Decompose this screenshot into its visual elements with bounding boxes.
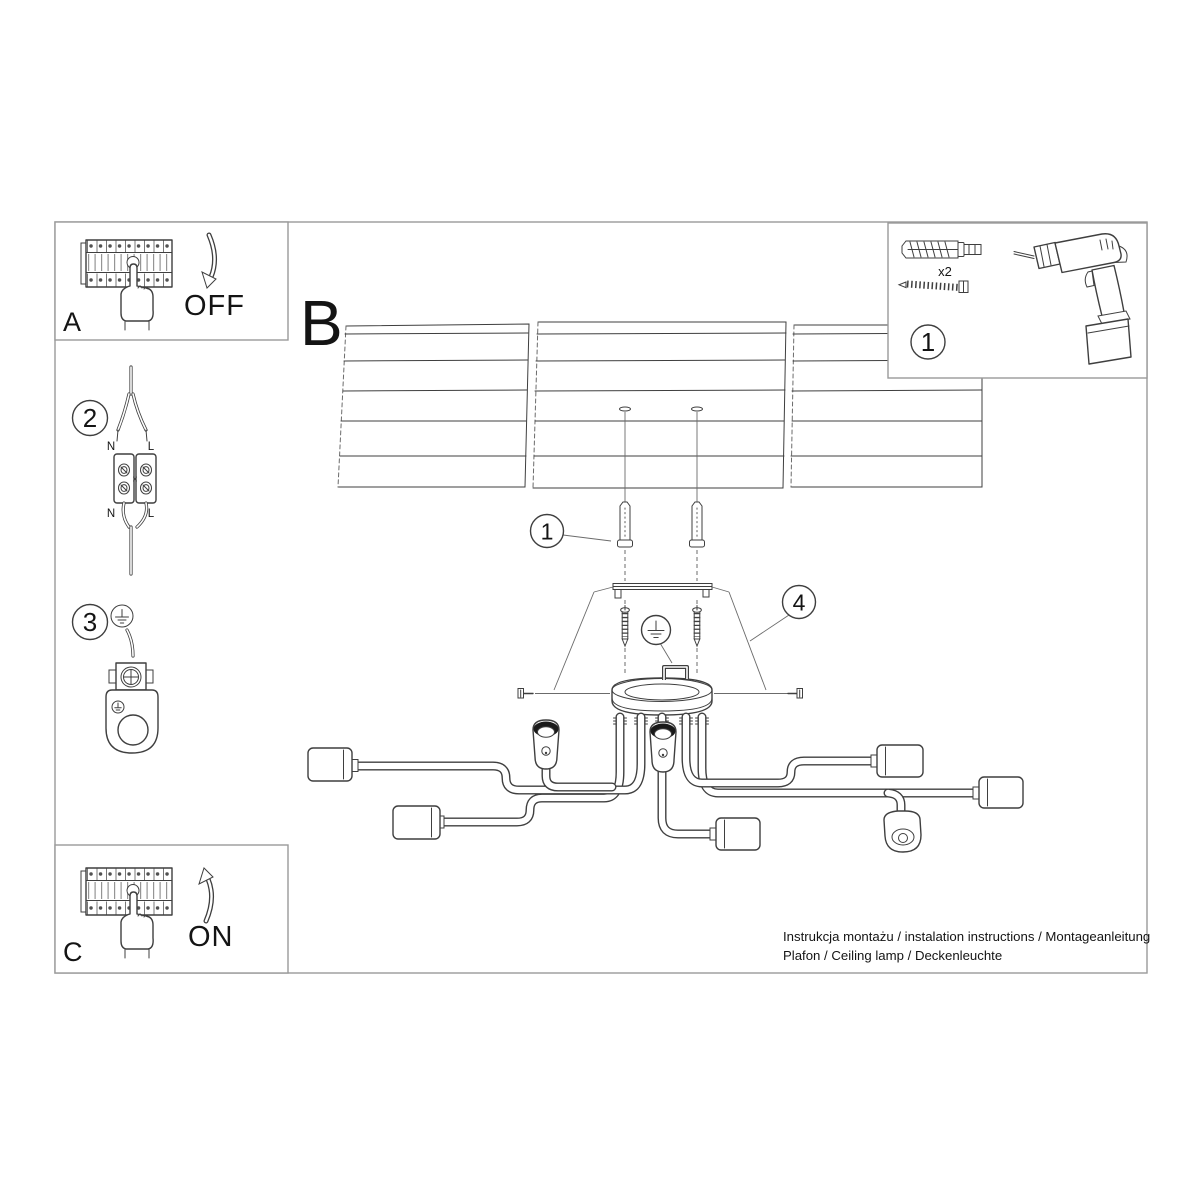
- side-screw-icon: [788, 689, 803, 699]
- panel-a-label: A: [63, 307, 82, 337]
- mounting-screw: [621, 606, 630, 647]
- screw-quantity: x2: [938, 264, 952, 279]
- step-3-number: 3: [82, 607, 98, 637]
- label-neutral-top: N: [106, 441, 116, 453]
- ceiling-hole: [620, 407, 631, 411]
- callout-anchor: [531, 515, 612, 548]
- label-neutral-bottom: N: [106, 508, 116, 520]
- breaker-panel-icon: [81, 240, 172, 287]
- label-live-top: L: [147, 441, 155, 453]
- callout-anchor-number: 1: [540, 518, 554, 545]
- footer-line-2: Plafon / Ceiling lamp / Deckenleuchte: [783, 948, 1003, 963]
- callout-canopy-number: 4: [792, 589, 806, 616]
- socket-shade: [308, 748, 352, 781]
- socket-shade: [393, 806, 440, 839]
- ceiling-planks: [338, 322, 982, 488]
- wiring-step-diagram: [73, 367, 157, 574]
- on-label: ON: [188, 921, 234, 953]
- ground-step-diagram: [73, 605, 159, 754]
- mounting-bracket: [613, 584, 712, 599]
- socket-shade: [979, 777, 1023, 808]
- canopy: [612, 667, 712, 715]
- lamp-arm: [686, 717, 879, 783]
- off-label: OFF: [184, 290, 245, 322]
- ceiling-hole: [692, 407, 703, 411]
- socket-shade: [716, 818, 760, 850]
- step-2-number: 2: [82, 403, 98, 433]
- earth-terminal-icon: [106, 663, 158, 753]
- kit-box: [888, 223, 1147, 378]
- footer-text: [783, 929, 1150, 963]
- ground-symbol-callout: [642, 616, 673, 664]
- terminal-block-icon: [114, 454, 156, 503]
- footer-line-1: Instrukcja montażu / instalation instructions / Montageanleitung: [783, 929, 1151, 944]
- cable-splice-icon: [117, 367, 147, 441]
- switch-off-panel: [55, 222, 288, 340]
- wall-plug-anchor: [618, 502, 633, 547]
- wall-plug-anchor: [690, 502, 705, 547]
- socket-bottom-view: [884, 811, 921, 852]
- section-label: B: [300, 287, 343, 359]
- cable-merge-icon: [123, 503, 146, 574]
- kit-number: 1: [920, 327, 936, 357]
- lamp-arm: [350, 717, 641, 790]
- breaker-panel-icon: [81, 868, 172, 915]
- panel-c-label: C: [63, 937, 83, 967]
- socket-shade: [877, 745, 923, 777]
- side-screw-icon: [518, 689, 533, 699]
- socket-cup: [533, 720, 559, 769]
- mounting-screw: [693, 606, 702, 647]
- ground-symbol-icon: [111, 605, 133, 627]
- socket-cup: [650, 722, 676, 772]
- callout-canopy: [750, 586, 816, 642]
- switch-on-panel: [55, 845, 288, 973]
- label-live-bottom: L: [147, 508, 155, 520]
